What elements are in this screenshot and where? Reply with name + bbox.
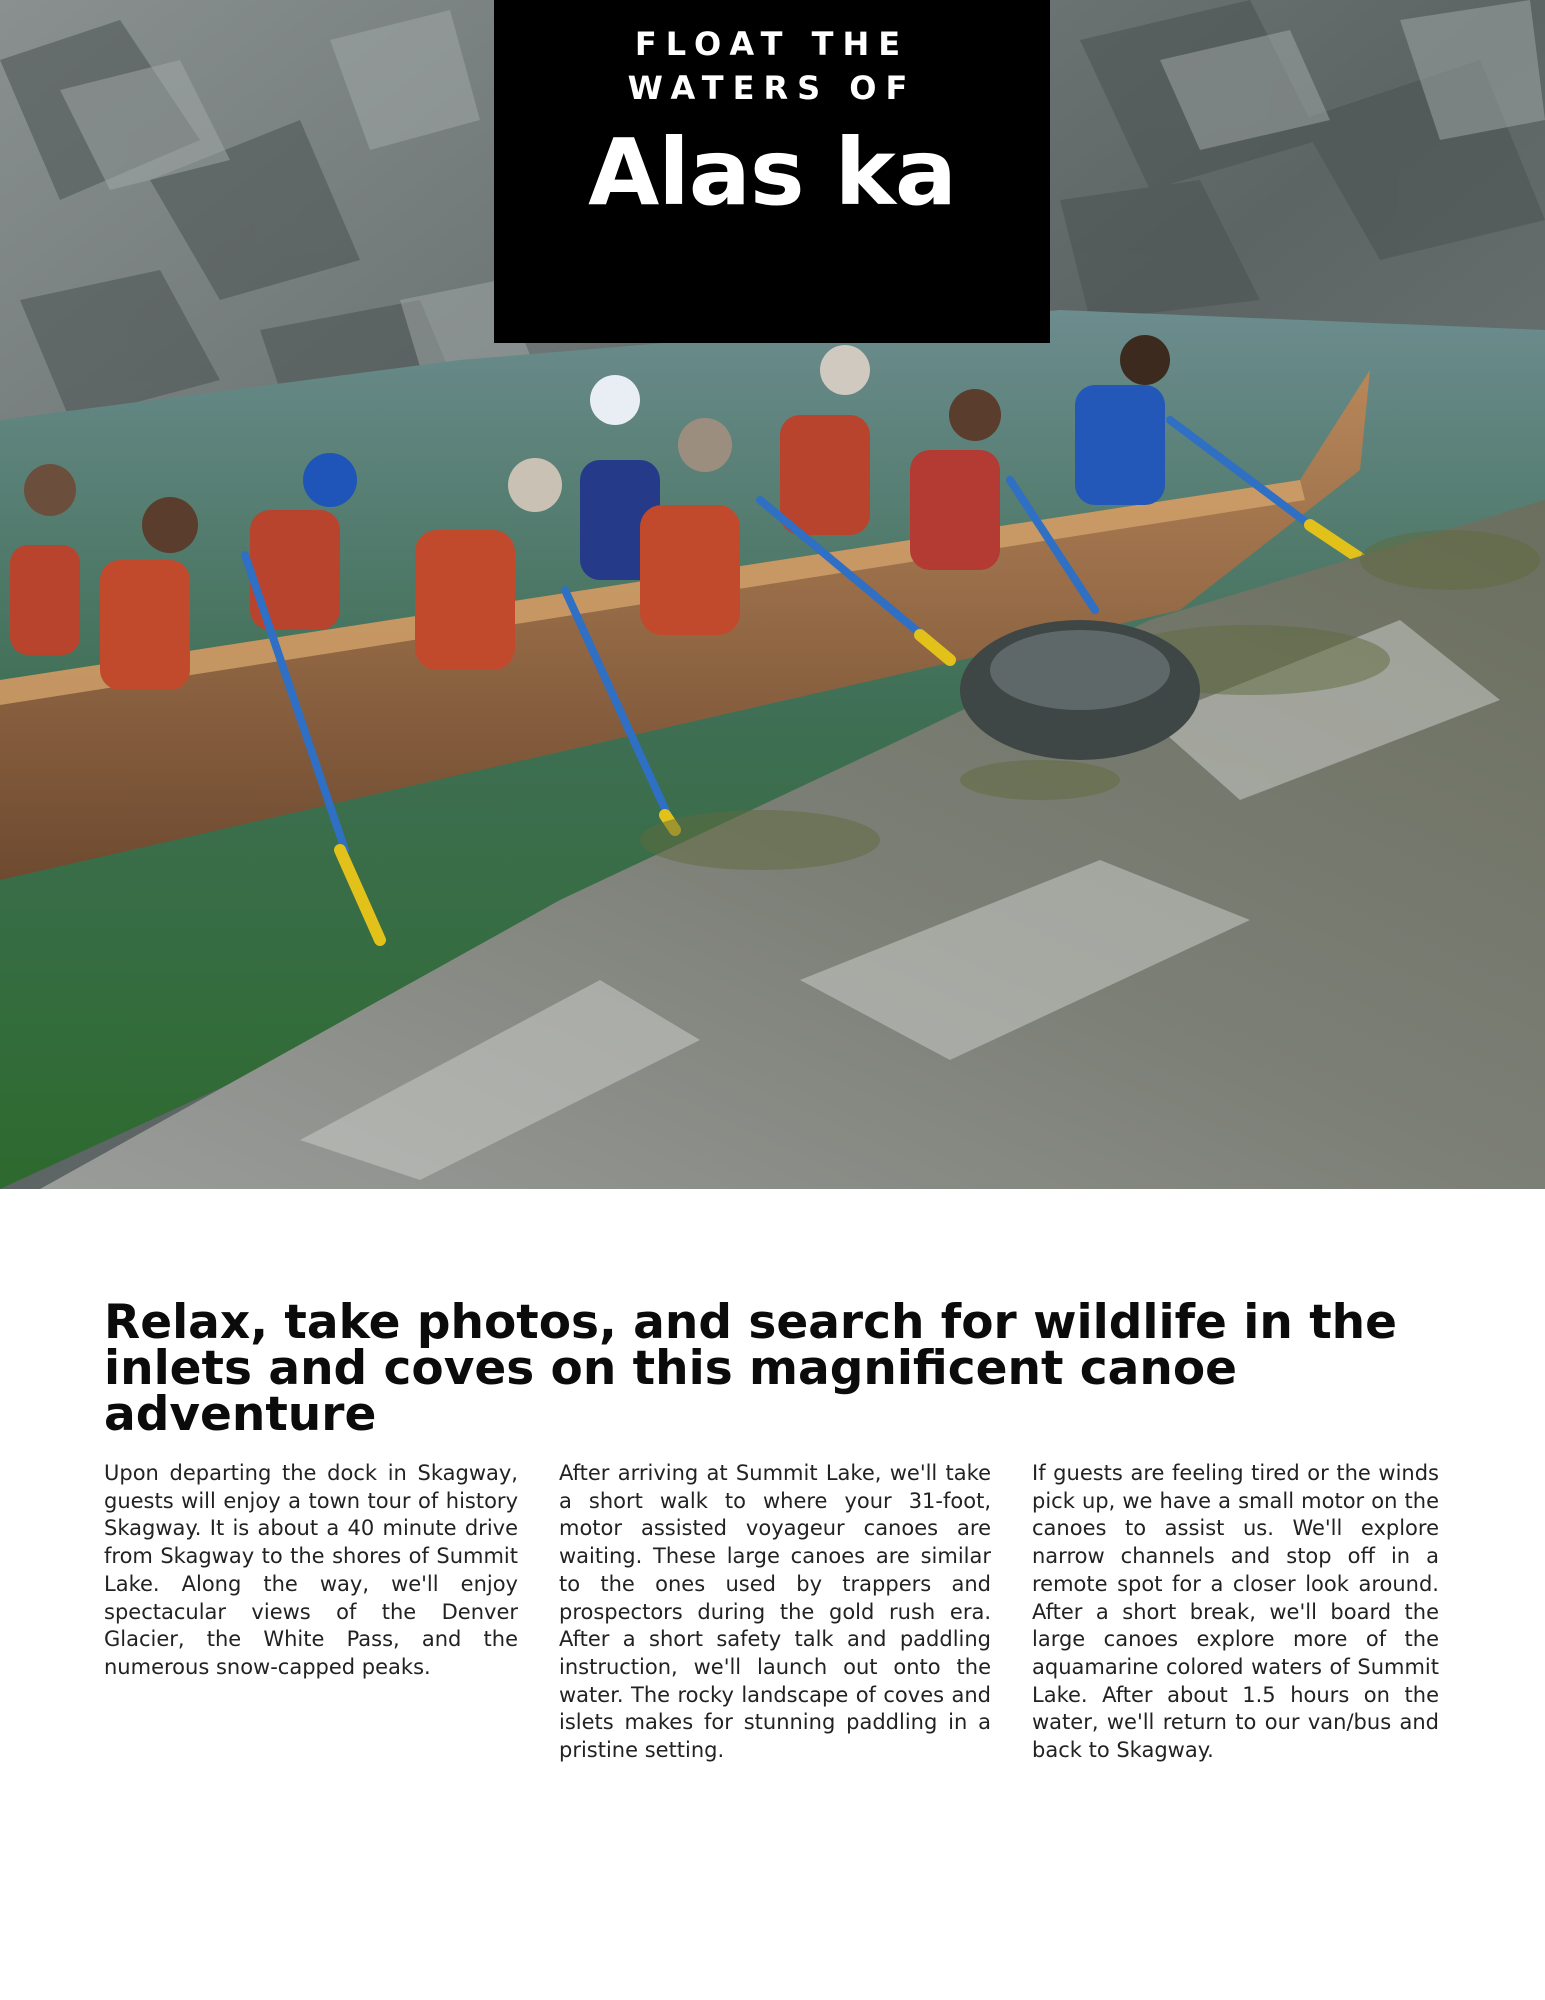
body-column-2: After arriving at Summit Lake, we'll take a short walk to where your 31-foot, motor assisted voyageur canoes are waiting. These large canoes are similar to the ones used by trappers and prospectors during the gold rush era. After a short safety talk and paddling instruction, we'll launch out onto the water. The rocky landscape of coves and islets makes for stunning paddling in a pristine setting. (559, 1461, 991, 1763)
headline: Relax, take photos, and search for wildlife in the inlets and coves on this magnificent canoe adventure (104, 1295, 1398, 1442)
body-column-3: If guests are feeling tired or the winds pick up, we have a small motor on the canoes to assist us. We'll explore narrow channels and stop off in a remote spot for a closer look around. After a short break, we'll board the large canoes explore more of the aquamarine colored waters of Summit Lake. After about 1.5 hours on the water, we'll return to our van/bus and back to Skagway. (1032, 1461, 1439, 1763)
body-column-1: Upon departing the dock in Skagway, guests will enjoy a town tour of history Skagway. It is about a 40 minute drive from Skagway to the shores of Summit Lake. Along the way, we'll enjoy spectacular views of the Denver Glacier, the White Pass, and the numerous snow-capped peaks. (104, 1461, 518, 1679)
title-kicker: FLOAT THE WATERS OF (627, 25, 917, 107)
title-alaska: Alas ka (588, 119, 956, 226)
title-box (494, 0, 1050, 343)
